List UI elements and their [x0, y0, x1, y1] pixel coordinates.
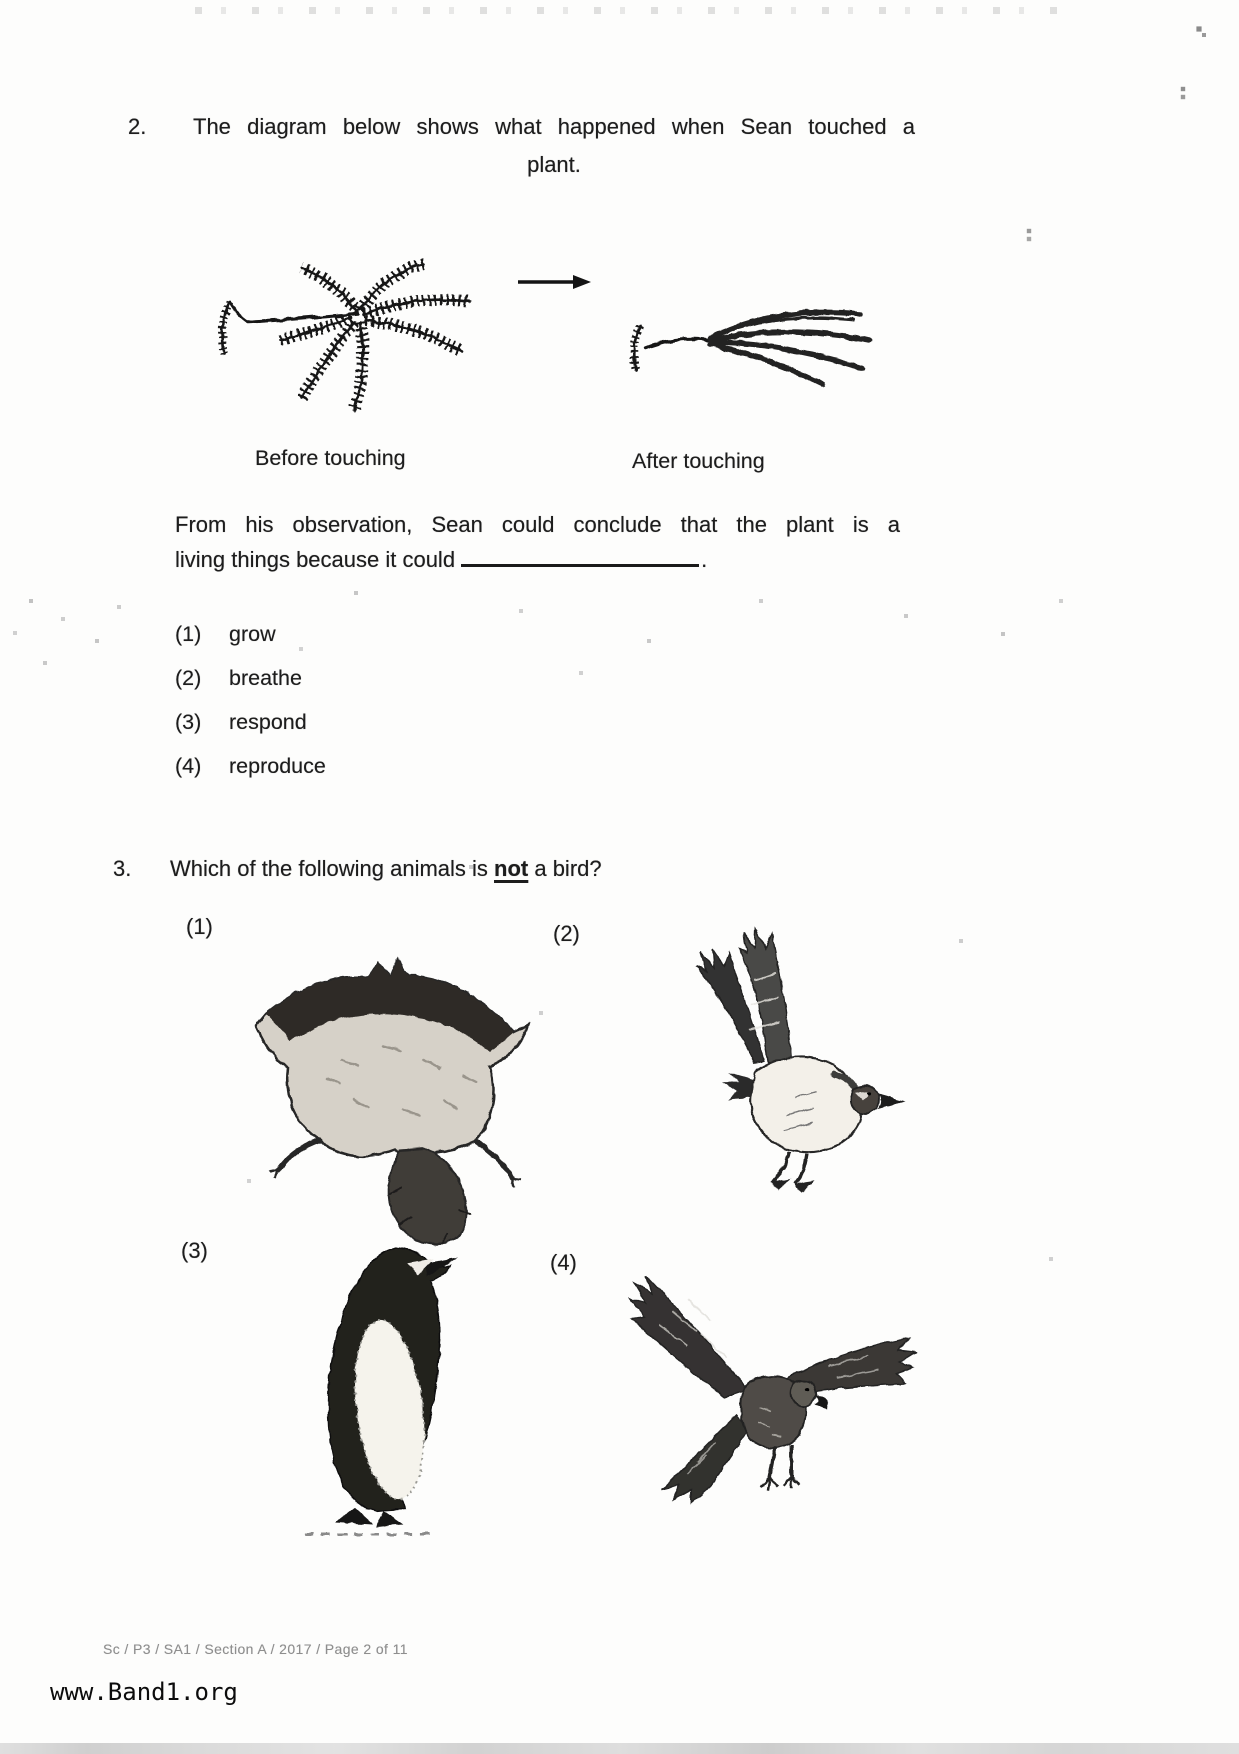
q2-passage-line2 — [175, 544, 935, 575]
q2-option-3-label: respond — [229, 710, 307, 734]
hawk-landing-figure — [600, 1240, 930, 1530]
mimosa-open-figure — [208, 222, 508, 442]
footer-website: www.Band1.org — [50, 1678, 238, 1706]
flying-squirrel-figure — [232, 948, 537, 1250]
q2-option-4-label: reproduce — [229, 754, 326, 778]
after-touching-label: After touching — [632, 449, 765, 473]
q2-option-1-label: grow — [229, 622, 276, 646]
q3-prompt-not: not — [494, 856, 529, 881]
q2-passage-line1: From his observation, Sean could conclude that the plant is a — [175, 512, 900, 537]
q2-option-1 — [175, 620, 276, 648]
q2-option-3 — [175, 708, 307, 736]
q3-prompt — [170, 854, 930, 884]
mimosa-closed-figure — [622, 290, 892, 395]
q2-number: 2. — [128, 114, 147, 139]
q3-option-4-number: (4) — [550, 1250, 577, 1275]
penguin-figure — [288, 1232, 468, 1544]
q2-option-4-number: (4) — [175, 754, 202, 778]
q2-option-2-label: breathe — [229, 666, 302, 690]
scan-noise-strip — [195, 7, 1075, 14]
answer-blank-line — [461, 544, 699, 567]
q3-number: 3. — [113, 856, 132, 881]
q2-option-1-number: (1) — [175, 622, 202, 646]
q3-option-1-number: (1) — [186, 914, 213, 939]
q2-option-2 — [175, 664, 302, 692]
q2-option-3-number: (3) — [175, 710, 202, 734]
q2-option-4 — [175, 752, 326, 780]
scan-specks — [0, 0, 2, 2]
before-touching-label: Before touching — [255, 446, 406, 470]
scan-edge-artifact — [0, 1743, 1239, 1754]
q2-passage-period: . — [701, 547, 708, 572]
q2-prompt-line1: The diagram below shows what happened when Sean touched a — [193, 114, 915, 139]
arrow-right-icon — [515, 272, 595, 292]
q3-option-2-number: (2) — [553, 921, 580, 946]
q2-prompt-line2: plant. — [527, 152, 581, 177]
q2-option-2-number: (2) — [175, 666, 202, 690]
q3-option-3-number: (3) — [181, 1238, 208, 1263]
q2-passage-line2-text: living things because it could — [175, 547, 456, 572]
footer-reference: Sc / P3 / SA1 / Section A / 2017 / Page 2 of 11 — [103, 1641, 408, 1657]
q3-prompt-suffix: a bird? — [528, 856, 602, 881]
q3-prompt-prefix: Which of the following animals is — [170, 856, 495, 881]
duck-flying-figure — [638, 910, 913, 1200]
